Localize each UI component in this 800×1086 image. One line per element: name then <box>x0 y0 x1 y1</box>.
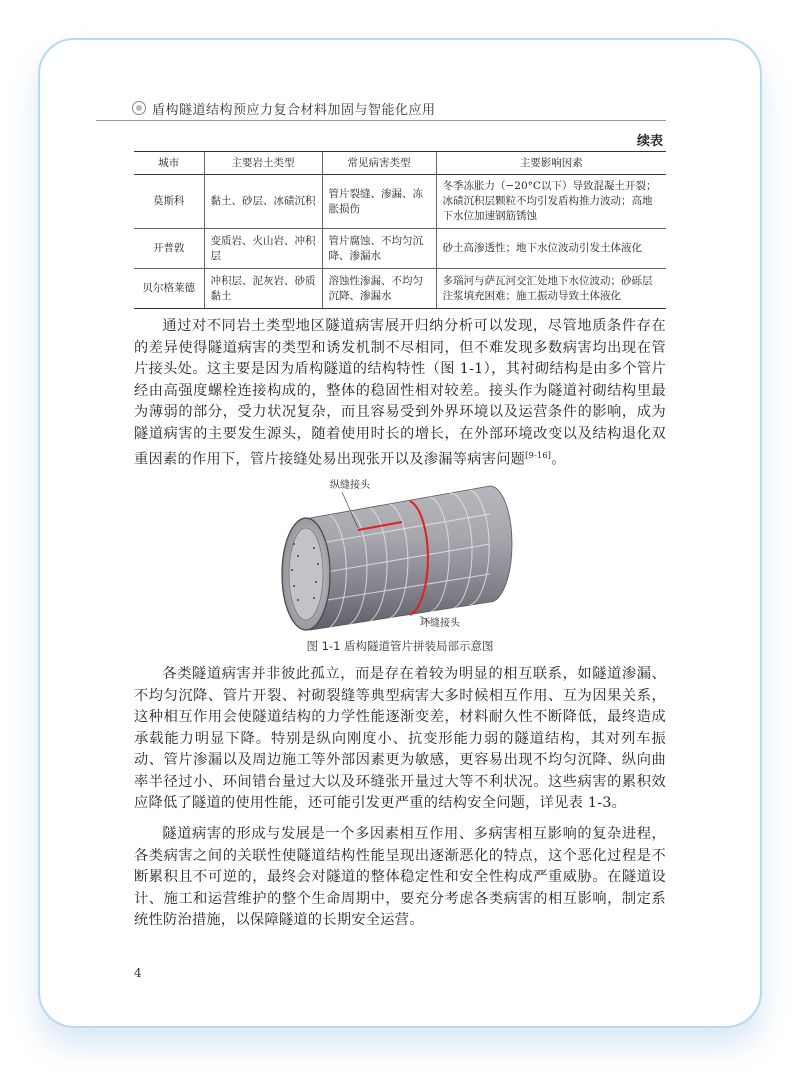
cell-factors: 砂土高渗透性；地下水位波动引发土体液化 <box>436 229 666 269</box>
cell-city: 开普敦 <box>134 229 204 269</box>
cell-defects: 管片腐蚀、不均匀沉降、渗漏水 <box>322 229 436 269</box>
column-header: 城市 <box>134 152 204 175</box>
cell-soil: 黏土、砂层、冰碛沉积 <box>204 175 322 229</box>
cell-defects: 溶蚀性渗漏、不均匀沉降、渗漏水 <box>322 269 436 309</box>
paragraph-1 <box>134 316 666 471</box>
paragraph-3: 隧道病害的形成与发展是一个多因素相互作用、多病害相互影响的复杂进程，各类病害之间的关联性使隧道结构性能呈现出逐渐恶化的特点，这个恶化过程是不断累积且不可逆的，最终会对隧道的整体稳定性和安全性构成严重威胁。在隧道设计、施工和运营维护的整个生命周期中，要充分考虑各类病害的相互影响，制定系统性防治措施，以保障隧道的长期安全运营。 <box>134 826 666 928</box>
paragraph-1-text: 通过对不同岩土类型地区隧道病害展开归纳分析可以发现，尽管地质条件存在的差异使得隧道病害的类型和诱发机制不尽相同，但不难发现多数病害均出现在管片接头处。这主要是因为盾构隧道的结构特性（图 1-1），其衬砌结构是由多个管片经由高强度螺栓连接构成的，整体的稳固性相对较差。接头作为隧道衬砌结构里最为薄弱的部分，受力状况复杂，而且容易受到外界环境以及运营条件的影响，成为隧道病害的主要发生源头，随着使用时长的增长，在外部环境改变以及结构退化双重因素的作用下，管片接缝处易出现张开以及渗漏等病害问题 <box>134 318 666 468</box>
paragraph-2: 各类隧道病害并非彼此孤立，而是存在着较为明显的相互联系，如隧道渗漏、不均匀沉降、管片开裂、衬砌裂缝等典型病害大多时候相互作用、互为因果关系，这种相互作用会使隧道结构的力学性能逐渐变差，材料耐久性不断降低，最终造成承载能力明显下降。特别是纵向刚度小、抗变形能力弱的隧道结构，其对列车振动、管片渗漏以及周边施工等外部因素更为敏感，更容易出现不均匀沉降、纵向曲率半径过小、环间错台量过大以及环缝张开量过大等不利状况。这些病害的累积效应降低了隧道的使用性能，还可能引发更严重的结构安全问题，详见表 1-3。 <box>134 666 666 811</box>
table-continued-label: 续表 <box>636 134 663 149</box>
book-logo-icon <box>132 101 146 115</box>
label-longitudinal-joint: 纵缝接头 <box>330 480 370 491</box>
column-header: 常见病害类型 <box>322 152 436 175</box>
tunnel-figure <box>270 474 530 634</box>
cell-city: 莫斯科 <box>134 175 204 229</box>
column-header: 主要影响因素 <box>436 152 666 175</box>
tunnel-segment-illustration <box>270 474 530 634</box>
citation: [9-16] <box>525 451 552 460</box>
paragraph-1-end: 。 <box>551 451 566 468</box>
page-number: 4 <box>134 966 142 980</box>
cell-city: 贝尔格莱德 <box>134 269 204 309</box>
table-row <box>134 175 666 229</box>
cell-defects: 管片裂缝、渗漏、冻胀损伤 <box>322 175 436 229</box>
cell-soil: 冲积层、泥灰岩、砂质黏土 <box>204 269 322 309</box>
running-header <box>96 98 666 121</box>
defects-table <box>134 151 666 309</box>
table-row <box>134 229 666 269</box>
label-circumferential-joint: 环缝接头 <box>420 618 460 629</box>
running-header-title: 盾构隧道结构预应力复合材料加固与智能化应用 <box>152 103 436 118</box>
cell-factors: 冬季冻胀力（−20°C以下）导致混凝土开裂；冰碛沉积层颗粒不均引发盾构推力波动；高地下水位加速钢筋锈蚀 <box>436 175 666 229</box>
table-row <box>134 269 666 309</box>
cell-factors: 多瑙河与萨瓦河交汇处地下水位波动；砂砾层注浆填充困难；施工振动导致土体液化 <box>436 269 666 309</box>
cell-soil: 变质岩、火山岩、冲积层 <box>204 229 322 269</box>
column-header: 主要岩土类型 <box>204 152 322 175</box>
figure-caption: 图 1-1 盾构隧道管片拼装局部示意图 <box>306 639 494 653</box>
table-header-row <box>134 152 666 175</box>
